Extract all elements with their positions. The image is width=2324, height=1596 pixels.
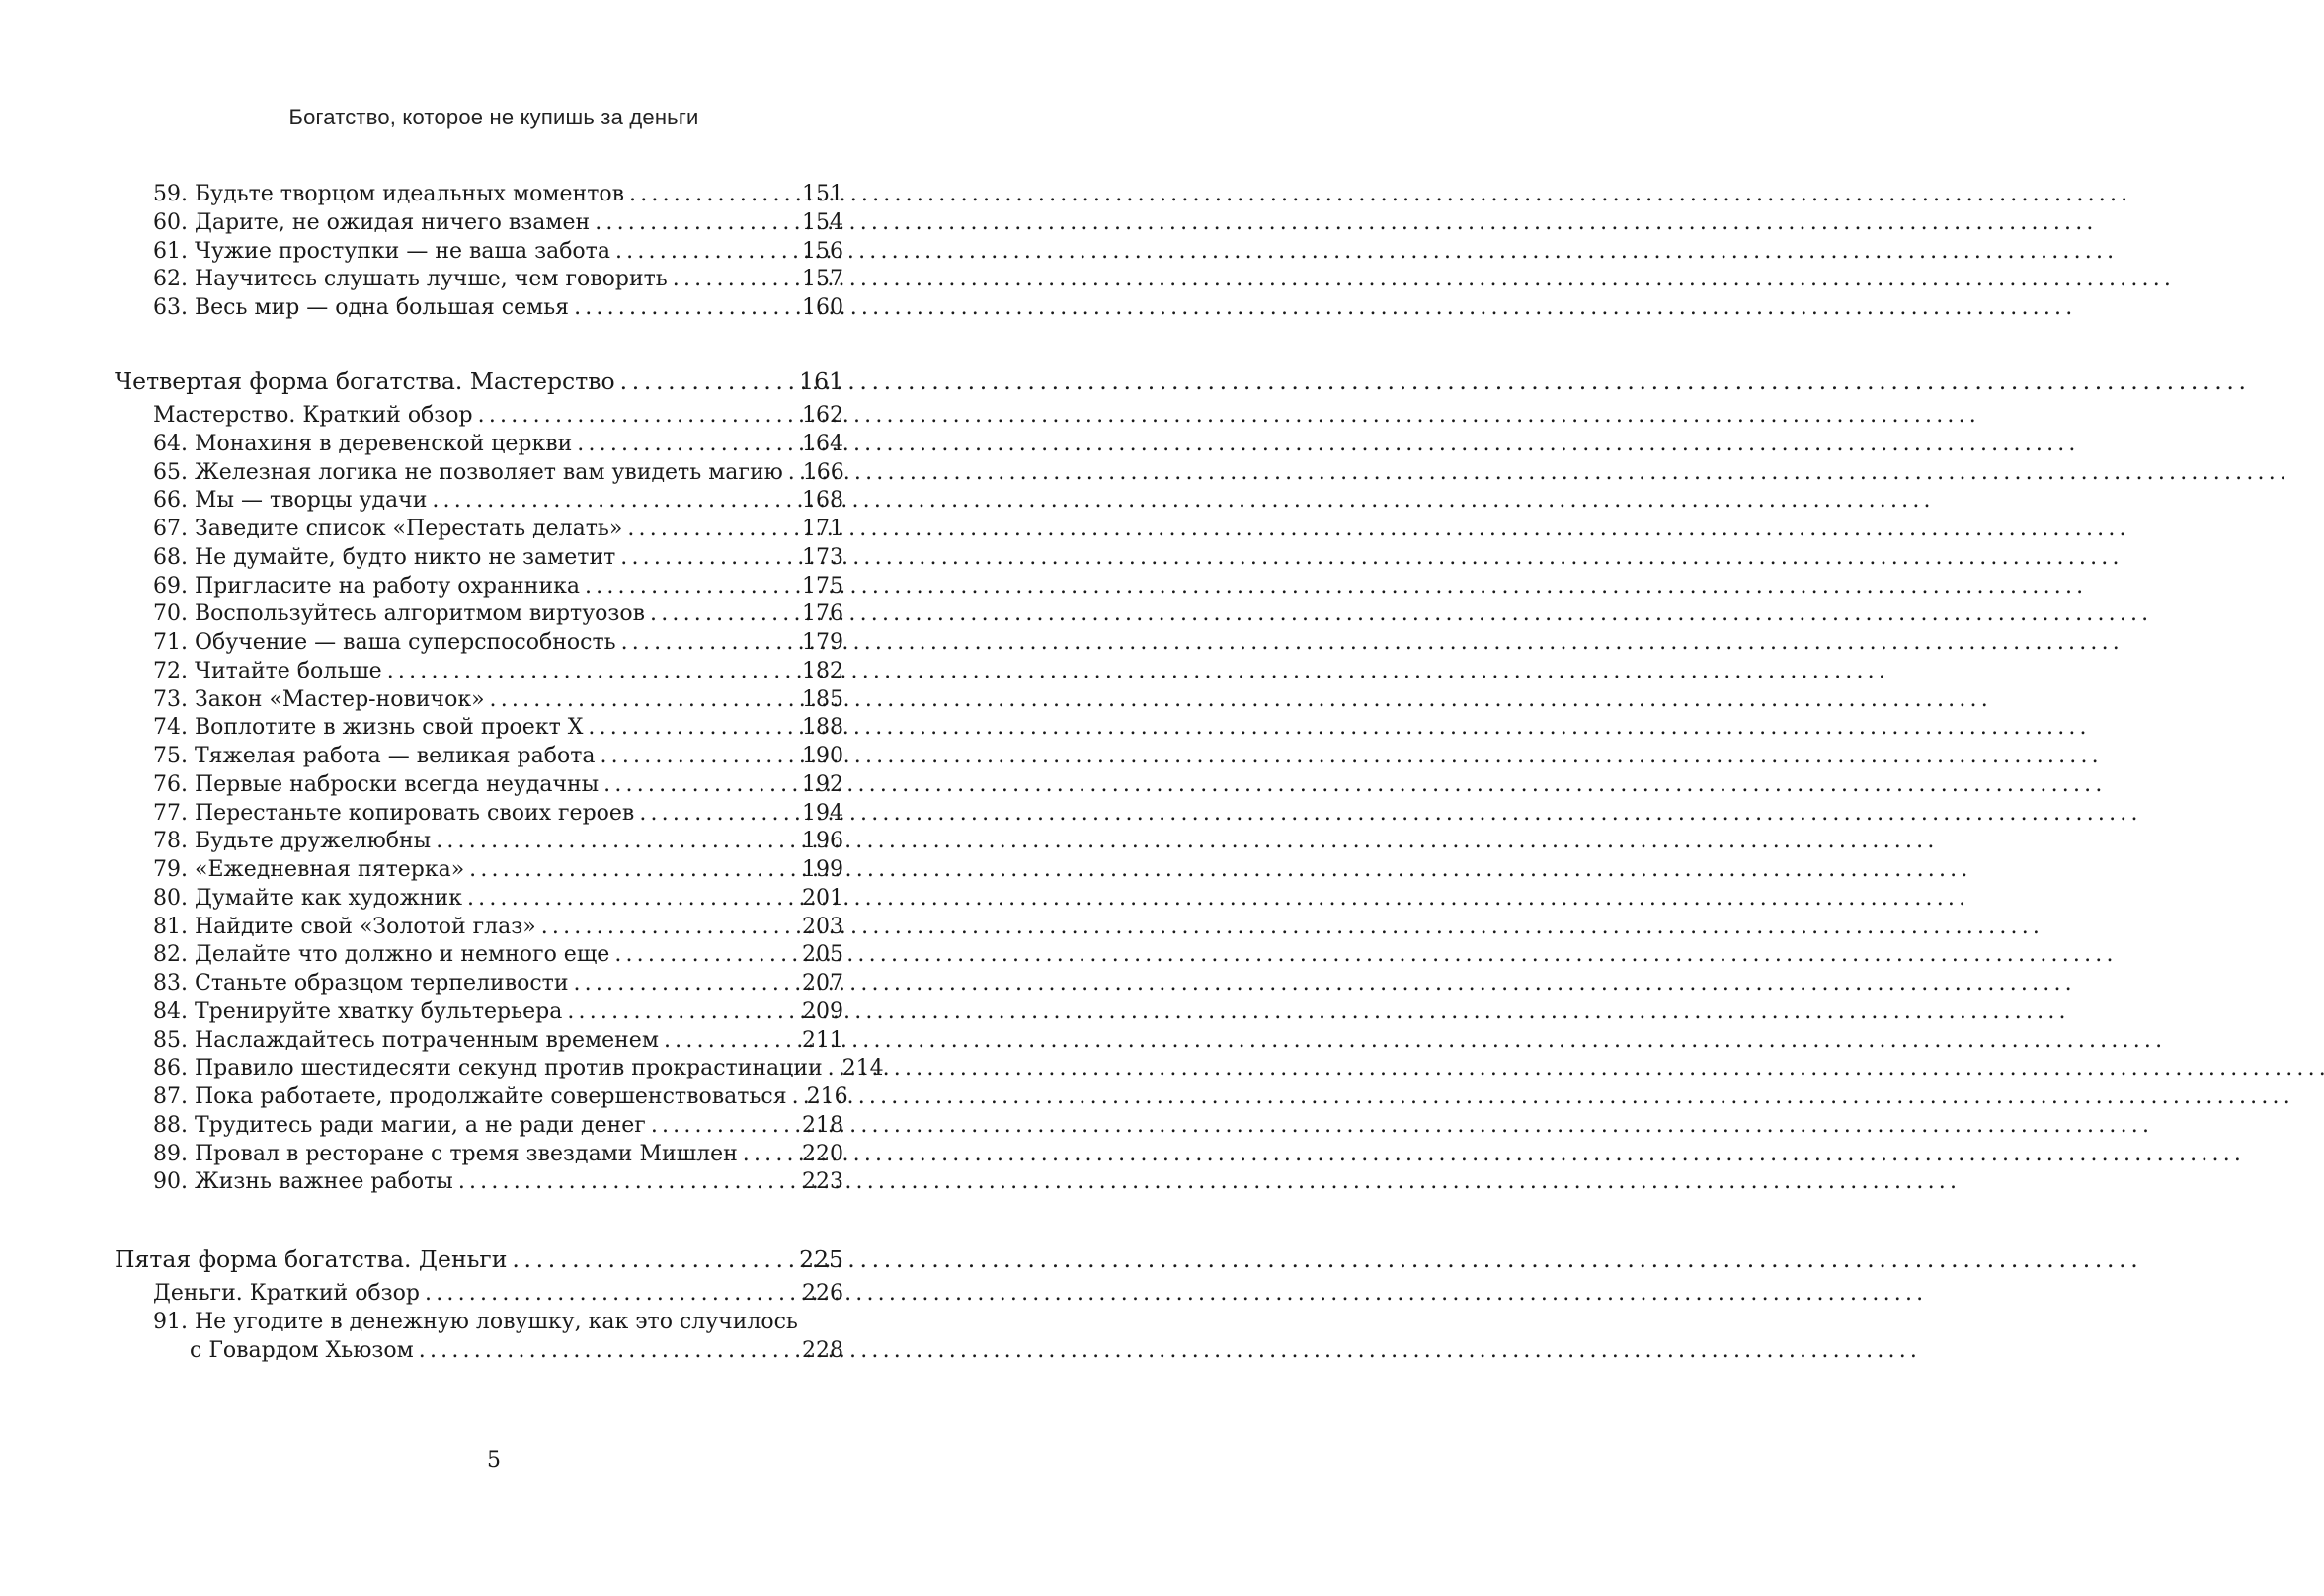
toc-entry-title: 89. Провал в ресторане с тремя звездами Мишлен: [153, 1141, 738, 1166]
toc-entry: [153, 799, 843, 829]
toc-entry-title: 72. Читайте больше: [153, 658, 382, 683]
toc-entry-title: 82. Делайте что должно и немного еще: [153, 942, 610, 968]
toc-entry-page: 179: [802, 630, 843, 655]
toc-entry-title: 87. Пока работаете, продолжайте совершенствоваться: [153, 1084, 787, 1109]
toc-entry: [153, 515, 843, 544]
toc-entry-page: 205: [802, 942, 843, 968]
page-number: 5: [487, 1448, 501, 1473]
toc-entry-page: 225: [799, 1245, 843, 1273]
toc-entry-page: 192: [802, 771, 843, 797]
section-heading: [115, 366, 843, 396]
toc-entry-page: 188: [802, 715, 843, 741]
toc-entry: [153, 293, 843, 323]
dot-leader: [588, 713, 797, 743]
dot-leader: [490, 685, 797, 715]
dot-leader: [567, 998, 797, 1027]
toc-entry-title: 67. Заведите список «Перестать делать»: [153, 517, 623, 541]
dot-leader: [828, 1054, 838, 1083]
toc-entry-page: 151: [802, 182, 843, 206]
toc-entry: [153, 180, 843, 209]
toc-entry-title: 90. Жизнь важнее работы: [153, 1169, 453, 1195]
toc-entry-title: 83. Станьте образцом терпеливости: [153, 971, 569, 996]
toc-entry-page: 161: [799, 367, 843, 395]
toc-entry-title-line2: с Говардом Хьюзом: [190, 1338, 414, 1363]
toc-entry-page: 203: [802, 914, 843, 939]
toc-entry: [153, 401, 843, 431]
toc-entry: [153, 1279, 843, 1309]
dot-leader: [615, 237, 797, 267]
toc-entry: [153, 742, 843, 771]
dot-leader: [541, 913, 797, 942]
toc-entry-page: 216: [806, 1084, 848, 1109]
toc-entry-title: Деньги. Краткий обзор: [153, 1281, 421, 1306]
toc-entry-title: 84. Тренируйте хватку бультерьера: [153, 998, 563, 1024]
toc-entry: [153, 685, 843, 715]
toc-entry-page: 164: [802, 431, 843, 456]
dot-leader: [629, 180, 797, 209]
dot-leader: [639, 799, 797, 829]
toc-entry-title: Пятая форма богатства. Деньги: [115, 1245, 508, 1273]
toc-entry-page: 209: [802, 998, 843, 1024]
dot-leader: [788, 458, 798, 488]
dot-leader: [574, 293, 797, 323]
section-heading: [115, 1244, 843, 1274]
dot-leader: [574, 969, 798, 998]
toc-entry: [153, 265, 843, 294]
toc-entry: [153, 998, 843, 1027]
dot-leader: [432, 486, 797, 516]
toc-entry: [153, 430, 843, 459]
toc-entry-page: 190: [802, 744, 843, 768]
dot-leader: [436, 827, 797, 856]
toc-entry-title: 77. Перестаньте копировать своих героев: [153, 800, 635, 826]
toc-entry: [153, 628, 843, 658]
toc-entry: [153, 855, 843, 885]
toc-entry-title: 78. Будьте дружелюбны: [153, 829, 432, 854]
toc-entry-page: 223: [802, 1169, 843, 1195]
dot-leader: [478, 401, 797, 431]
toc-entry: [153, 237, 843, 267]
dot-leader: [620, 543, 797, 573]
toc-entry-title: 62. Научитесь слушать лучше, чем говорить: [153, 267, 668, 292]
toc-entry-page: 226: [802, 1281, 843, 1306]
toc-entry-page: 156: [802, 238, 843, 264]
toc-entry: [153, 713, 843, 743]
toc-entry-title: 81. Найдите свой «Золотой глаз»: [153, 914, 536, 939]
dot-leader: [600, 742, 797, 771]
toc-entry-page: 196: [802, 829, 843, 854]
toc-entry-continuation: [190, 1336, 843, 1366]
toc-entry-title: 70. Воспользуйтесь алгоритмом виртуозов: [153, 601, 646, 627]
toc-entry: [153, 1167, 843, 1197]
toc-entry-title: 79. «Ежедневная пятерка»: [153, 857, 465, 882]
toc-entry-page: 176: [802, 601, 843, 627]
toc-entry-page: 162: [802, 403, 843, 428]
toc-entry-title: 66. Мы — творцы удачи: [153, 488, 428, 514]
dot-leader: [620, 366, 795, 396]
toc-entry: [153, 1140, 843, 1169]
toc-entry-page: 166: [802, 459, 844, 485]
dot-leader: [458, 1167, 797, 1197]
dot-leader: [651, 1111, 797, 1141]
toc-entry-title: 80. Думайте как художник: [153, 885, 462, 911]
toc-entry-page: 185: [802, 686, 843, 712]
toc-entry-page: 168: [802, 488, 843, 514]
dot-leader: [743, 1140, 797, 1169]
dot-leader: [512, 1244, 794, 1274]
toc-entry: [153, 572, 843, 601]
dot-leader: [603, 770, 797, 800]
toc-entry: [153, 884, 843, 914]
dot-leader: [614, 940, 797, 970]
toc-entry: [153, 1111, 843, 1141]
dot-leader: [387, 657, 797, 686]
toc-entry-title: 68. Не думайте, будто никто не заметит: [153, 544, 616, 570]
toc-entry-title-line1: 91. Не угодите в денежную ловушку, как это случилось: [153, 1310, 798, 1334]
toc-entry-page: 173: [802, 544, 843, 570]
dot-leader: [577, 430, 797, 459]
toc-entry: [153, 770, 843, 800]
toc-entry-title: 76. Первые наброски всегда неудачны: [153, 771, 600, 797]
toc-entry-title: 69. Пригласите на работу охранника: [153, 573, 580, 598]
toc-entry-page: 228: [802, 1338, 843, 1363]
toc-entry: [153, 1054, 884, 1083]
toc-entry: [153, 458, 843, 488]
toc-entry-title: 85. Наслаждайтесь потраченным временем: [153, 1027, 659, 1053]
toc-entry-title: 61. Чужие проступки — не ваша забота: [153, 238, 610, 264]
dot-leader: [664, 1026, 797, 1056]
toc-entry: [153, 486, 843, 516]
dot-leader: [585, 572, 797, 601]
toc-entry: [153, 940, 843, 970]
toc-entry-page: 199: [802, 857, 843, 882]
toc-entry-page: 175: [802, 573, 843, 598]
toc-entry-title: 86. Правило шестидесяти секунд против прокрастинации: [153, 1056, 823, 1081]
dot-leader: [595, 208, 797, 238]
toc-entry-page: 160: [802, 295, 843, 321]
toc-entry: [153, 657, 843, 686]
toc-entry-title: 63. Весь мир — одна большая семья: [153, 295, 570, 321]
toc-entry-title: 88. Трудитесь ради магии, а не ради денег: [153, 1112, 646, 1138]
toc-entry: [153, 827, 843, 856]
running-head: Богатство, которое не купишь за деньги: [288, 105, 699, 129]
toc-entry: [153, 913, 843, 942]
toc-entry: [153, 969, 843, 998]
toc-entry-page: 207: [802, 971, 843, 996]
toc-entry-page: 211: [802, 1027, 843, 1053]
dot-leader: [425, 1279, 797, 1309]
toc-entry-page: 171: [802, 517, 843, 541]
dot-leader: [627, 515, 797, 544]
toc-entry-title: 73. Закон «Мастер-новичок»: [153, 686, 485, 712]
toc-entry: [153, 543, 843, 573]
toc-entry-title: 59. Будьте творцом идеальных моментов: [153, 182, 625, 206]
toc-entry-page: 214: [841, 1056, 884, 1081]
toc-entry-title: 74. Воплотите в жизнь свой проект X: [153, 715, 584, 741]
toc-entry-page: 220: [802, 1141, 843, 1166]
toc-entry: [153, 1026, 843, 1056]
toc-entry-title: 65. Железная логика не позволяет вам увидеть магию: [153, 459, 783, 485]
dot-leader: [621, 628, 797, 658]
dot-leader: [419, 1336, 797, 1366]
toc-entry-title: 60. Дарите, не ожидая ничего взамен: [153, 209, 591, 235]
toc-entry-page: 154: [802, 209, 843, 235]
toc-entry-page: 182: [802, 658, 843, 683]
dot-leader: [673, 265, 797, 294]
toc-entry: [153, 599, 843, 629]
dot-leader: [467, 884, 797, 914]
toc-entry-title: 64. Монахиня в деревенской церкви: [153, 431, 573, 456]
toc-entry: [153, 208, 843, 238]
dot-leader: [469, 855, 797, 885]
toc-entry: [153, 1082, 848, 1112]
dot-leader: [792, 1082, 802, 1112]
toc-entry-page: 218: [802, 1112, 843, 1138]
toc-entry-title: Четвертая форма богатства. Мастерство: [115, 367, 615, 395]
toc-entry-title: Мастерство. Краткий обзор: [153, 403, 473, 428]
toc-entry-title: 75. Тяжелая работа — великая работа: [153, 744, 596, 768]
toc-entry-title: 71. Обучение — ваша суперспособность: [153, 630, 616, 655]
toc-entry-page: 201: [802, 885, 843, 911]
dot-leader: [650, 599, 797, 629]
toc-entry-page: 194: [802, 800, 843, 826]
toc-entry-page: 157: [802, 267, 843, 292]
